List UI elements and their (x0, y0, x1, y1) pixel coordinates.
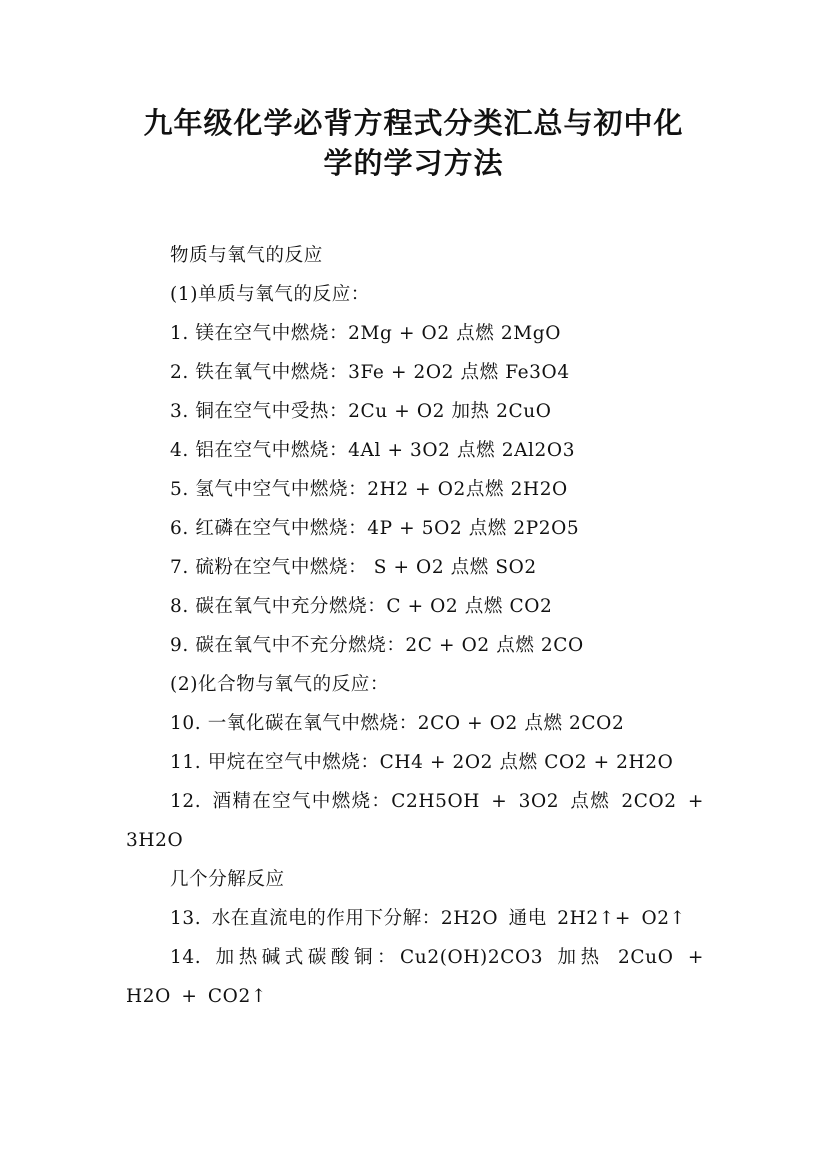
equation-line-10: 10. 一氧化碳在氧气中燃烧：2CO + O2 点燃 2CO2 (170, 713, 625, 734)
equation-line-6: 6. 红磷在空气中燃烧：4P + 5O2 点燃 2P2O5 (170, 518, 580, 539)
equation-line-9: 9. 碳在氧气中不充分燃烧：2C + O2 点燃 2CO (170, 635, 584, 656)
subsection-heading-elements: (1)单质与氧气的反应： (170, 284, 370, 305)
equation-line-13: 13. 水在直流电的作用下分解：2H2O 通电 2H2↑+ O2↑ (170, 908, 686, 929)
equation-line-14: 14. 加热碱式碳酸铜：Cu2(OH)2CO3 加热 2CuO + H2O + CO2↑ (126, 947, 704, 1007)
document-title (120, 103, 707, 183)
section-heading-decomposition: 几个分解反应 (170, 869, 285, 890)
equation-line-1: 1. 镁在空气中燃烧：2Mg + O2 点燃 2MgO (170, 323, 561, 344)
title-line-2: 学的学习方法 (323, 146, 504, 180)
subsection-heading-compounds: (2)化合物与氧气的反应： (170, 674, 390, 695)
equation-line-7: 7. 硫粉在空气中燃烧： S + O2 点燃 SO2 (170, 557, 537, 578)
document-body (126, 236, 704, 1016)
equation-line-8: 8. 碳在氧气中充分燃烧：C + O2 点燃 CO2 (170, 596, 553, 617)
equation-line-4: 4. 铝在空气中燃烧：4Al + 3O2 点燃 2Al2O3 (170, 440, 576, 461)
section-heading-oxygen: 物质与氧气的反应 (170, 245, 323, 266)
title-line-1: 九年级化学必背方程式分类汇总与初中化 (143, 106, 684, 140)
equation-line-12: 12. 酒精在空气中燃烧：C2H5OH + 3O2 点燃 2CO2 + 3H2O (126, 791, 704, 851)
equation-line-11: 11. 甲烷在空气中燃烧：CH4 + 2O2 点燃 CO2 + 2H2O (170, 752, 674, 773)
equation-line-3: 3. 铜在空气中受热：2Cu + O2 加热 2CuO (170, 401, 552, 422)
equation-line-2: 2. 铁在氧气中燃烧：3Fe + 2O2 点燃 Fe3O4 (170, 362, 570, 383)
equation-line-5: 5. 氢气中空气中燃烧：2H2 + O2点燃 2H2O (170, 479, 568, 500)
